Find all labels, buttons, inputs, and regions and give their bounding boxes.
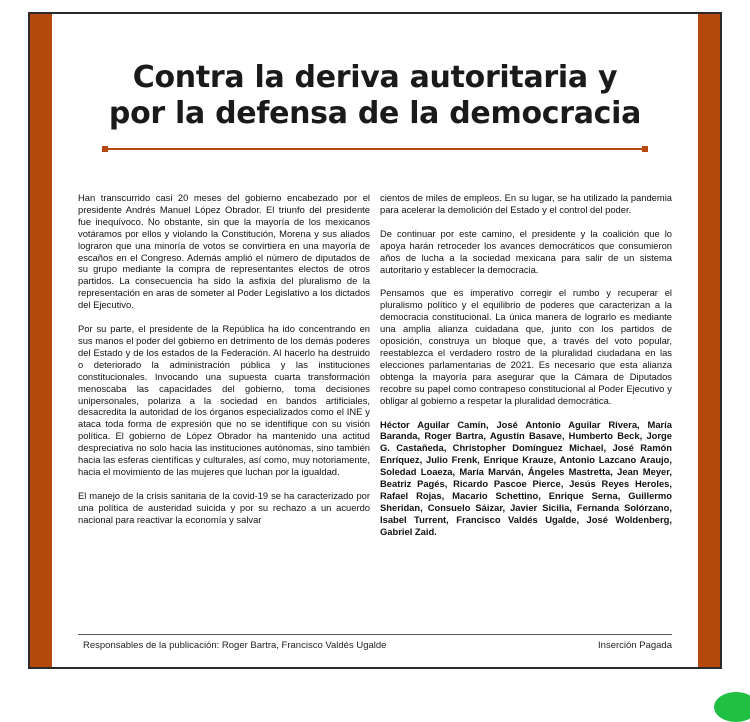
left-accent-bar bbox=[30, 14, 52, 667]
paragraph: Han transcurrido casi 20 meses del gobierno encabezado por el presidente Andrés Manuel López Obrador. El triunfo del presidente fue inequívoco. No obstante, sin que la mayoría de los mexicanos votáramos por ellos y violando la Constitución, Morena y sus aliados lograron que una minoría de votos se convirtiera en una mayoría de escaños en el Congreso. Además amplió el número de diputados de su grupo mediante la compra de representantes electos de otros partidos. La consecuencia ha sido la asfixia del pluralismo de la representación en aras de someter al Poder Legislativo a los dictados del Ejecutivo. bbox=[78, 192, 370, 311]
title-divider bbox=[104, 148, 646, 150]
paragraph: cientos de miles de empleos. En su lugar, se ha utilizado la pandemia para acelerar la demolición del Estado y el control del poder. bbox=[380, 192, 672, 215]
newspaper-ad-page bbox=[28, 12, 722, 669]
right-accent-bar bbox=[698, 14, 720, 667]
left-column bbox=[78, 192, 370, 538]
signers-list: Héctor Aguilar Camín, José Antonio Aguilar Rivera, María Baranda, Roger Bartra, Agustín Basave, Humberto Beck, Jorge G. Castañeda, Christopher Domínguez Michael, José Ramón Enríquez, Julio Frenk, Enrique Krauze, Antonio Lazcano Araujo, Soledad Loaeza, María Marván, Ángeles Mastretta, Jean Meyer, Beatriz Pagés, Ricardo Pascoe Pierce, Jesús Reyes Heroles, Rafael Rojas, Macario Schettino, Enrique Serna, Guillermo Sheridan, Consuelo Sáizar, Javier Sicilia, Fernanda Solórzano, Isabel Turrent, Francisco Valdés Ugalde, José Woldenberg, Gabriel Zaid. bbox=[380, 418, 672, 537]
page-title bbox=[70, 60, 680, 132]
title-line-1: Contra la deriva autoritaria y bbox=[132, 60, 618, 95]
footer-divider bbox=[78, 634, 672, 635]
title-line-2: por la defensa de la democracia bbox=[108, 96, 642, 131]
paragraph: De continuar por este camino, el presidente y la coalición que lo apoya harán retroceder los avances democráticos que consumieron años de lucha a la sociedad mexicana para salir de un sistema autoritario y establecer la democracia. bbox=[380, 227, 672, 275]
paragraph: Por su parte, el presidente de la República ha ido concentrando en sus manos el poder del gobierno en detrimento de los demás poderes del Estado y de los estados de la Federación. Al hacerlo ha destruido o deteriorado la administración pública y las instituciones constitucionales. Invocando una supuesta cuarta transformación menoscaba las capacidades del gobierno, toma decisiones unipersonales, polariza a la sociedad en bandos artificiales, desacredita la autoridad de los órganos especializados como el INE y ataca toda forma de expresión que no se identifique con su visión política. El gobierno de López Obrador ha mantenido una actitud despreciativa no solo hacia las instituciones autónomas, sino también hacia las esferas científicas y culturales, así como, muy notoriamente, hacia el movimiento de las mujeres que luchan por la igualdad. bbox=[78, 323, 370, 477]
right-column bbox=[380, 192, 672, 550]
footer-paid-insertion: Inserción Pagada bbox=[598, 640, 672, 651]
green-circle-icon bbox=[714, 692, 750, 722]
paragraph: El manejo de la crisis sanitaria de la covid-19 se ha caracterizado por una política de austeridad suicida y por su rechazo a un acuerdo nacional para reactivar la economía y salvar bbox=[78, 489, 370, 525]
paragraph: Pensamos que es imperativo corregir el rumbo y recuperar el pluralismo político y el equilibrio de poderes que caracterizan a la democracia constitucional. La única manera de lograrlo es mediante una amplia alianza cuidadana que, junto con los partidos de oposición, construya un bloque que, a través del voto popular, reestablezca el verdadero rostro de la pluralidad ciudadana en las elecciones parlamentarias de 2021. Es necesario que esta alianza obtenga la mayoría para asegurar que la Cámara de Diputados recobre su papel como contrapeso constitucional al Poder Ejecutivo y obligar al gobierno a respetar la pluralidad democrática. bbox=[380, 287, 672, 406]
footer-responsibles: Responsables de la publicación: Roger Bartra, Francisco Valdés Ugalde bbox=[83, 640, 387, 651]
